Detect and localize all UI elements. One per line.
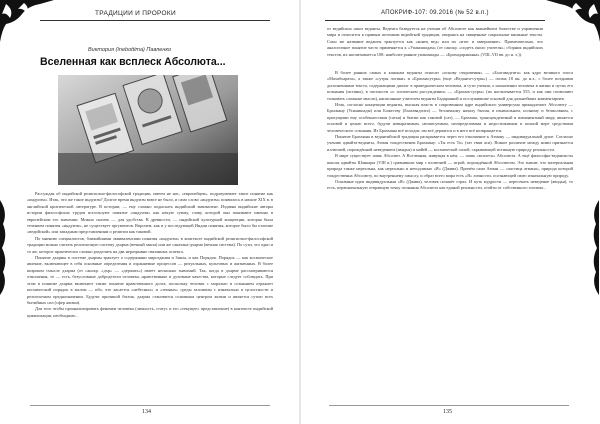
page-number: 135 xyxy=(443,409,452,415)
paragraph: Итак, согласно концепции веданты, высшая власть в сокровенном ядре индийского универсума принадлежит Абсолюту — Брахману (Упанишады) или Божеству (Бхагавадгита) — безличному началу бытия, в изначальном, полному и безмолвном, с присущими ему особенностями (сатья) и бытии как таковой (сат), — Брахман, трансцендентный и имманентный миру, является основой и целью всего, будучи невыразимым, неописуемым, неопределимым и недостижимым в полной мере средствами человеческого сознания. Из Брахмана всё исходит, им всё держится и в него всё возвращается. xyxy=(327,102,573,133)
header-rule xyxy=(40,20,270,21)
paragraph: Понятие Брахмана в ведантийской традиции раскрывается через его отношение к Атману — индивидуальной душе. Согласно учению адвайта-веданты, Атман тождественен Брахману: «Ты есть То» (тат твам аси). Всякое различие между ними признается иллюзией, порождённой неведением (авидья) и майей — космической силой, скрывающей истинную природу реальности. xyxy=(327,134,573,152)
paragraph: Для того чтобы проанализировать феномен человека (личность, статус и его «текущее» представление) в контексте индийской цивилизации, необходимо... xyxy=(27,306,273,318)
footer-rule xyxy=(329,405,569,406)
running-header: АПОКРИФ-107: 09.2016 (№ 52 в.п.) xyxy=(381,10,489,16)
article-title: Вселенная как всплеск Абсолюта... xyxy=(40,56,226,68)
article-body-left xyxy=(27,191,273,399)
paragraph: от ведийских школ веданты. Ведента базируется на учении об Абсолюте как важнейшем божестве и управлении мира и относится к прямым потомкам ведийской традиции, опираясь на священные сакральные книжные тексты. Само же название веданты трактуется как «конец вед» или их «итог и завершение». Примечательно, что аналогичное понятие часто применяется к «Упанишадам» (от санскр. «сидеть около учителя»; сборник индийских текстов, их насчитывается 108; наиболее ранние упанишады — «Брихадараньяка» (VIII–VII вв. до н. э.)). xyxy=(327,26,543,57)
paragraph: Основные идеи индивидуальная «Я» (Джива), человек познаёт страх. И путь мудрости — пересекать неведение (авидья), то есть, первоначальную отправную точку познания Абсолюта как единой реальности, отойти от собственного эгоизма... xyxy=(327,178,573,191)
left-page xyxy=(0,0,299,424)
ornament-side-icon xyxy=(0,200,8,295)
footer-rule xyxy=(30,405,270,406)
page-number: 134 xyxy=(142,409,151,415)
paragraph: В мире существует лишь Абсолют. А Вселенная, живущая в нём, — лишь «всплеск» Абсолюта. А ещё философы-ведантисты школы адвайты Шанкары (VIII в.) сравнивали мир с иллюзией — игрой, порождённой Абсолютом. Это значит, что материальная природа также нереальна, как нереально и неподлинно «Я» (Джива). Причём сама Атман — «частица атмана», природа которой тождественна Абсолюту, по внутреннему смыслу, и образ всего мира есть «Я» личности, осознающей свою изначальную природу. xyxy=(327,153,573,178)
ornament-corner-icon xyxy=(0,0,54,42)
article-photo xyxy=(58,75,238,185)
paragraph: По мнению специалистов, ближайшими эквивалентами понятия «индуизм» в контексте индийской религиозно-философской традиции можно считать религиозную систему дхарма (вечный закон) или же санатана-дхарма (вечная система). По сути, это одно и то же, которое практически сложно разделить на два неразрывно связанных аспекта. xyxy=(27,235,273,254)
paragraph: Рассуждая об индийской религиозно-философской традиции, имеем не нас, «европейцев», подразумевает такое понятие как «индуизм». Итак, что же такое индуизм? Долгое время индуизм вовсе не было, и само слово «индуизм» появилось в начале XIX в. в английской критической литературе. В истории, — ему сложно подыскать индийский эквивалент. Издавна индийские авторы истории философских трудов используют понятие «индуизм» как некую сумму, славу, которой они понимают именно в европейском его значении. Можно сказать — для удобства. В древности, — индийской культурной концепции, которая была течением понятия «индуизм», не существует аргументов. Впрочем, как и у последующей Индии понятия, которое было бы отличие «ведийской» или западным представлениям о религии как таковой. xyxy=(27,191,273,235)
right-page xyxy=(301,0,600,424)
ornament-corner-icon xyxy=(546,0,600,42)
paragraph: В более ранних самых к канонам веданты относят «основу откровения» — «Бхагавадгита» как ядро великого эпоса «Махабхарата», а также «сутры логики» и «Брахмасутры» (еще «Веданта-сутры») — поэма 18 кн. до н.э., с более поздними дополнениями текста, содержащими диалог в праведническом человека, и сути учения, о назначении человека в жизни и путях его познания (истины), в частности «о логическом рассуждении» — «Брахма-сутры» (их насчитывается 555, и как они позволяют толковать сложные мысли), написанные учителем веданты Бадараяной и послужившие основой для дальнейших комментариев. xyxy=(327,70,573,101)
article-body-right xyxy=(327,70,573,400)
article-author: Виктория (Inebottima) Павленко xyxy=(88,47,171,53)
running-header: ТРАДИЦИИ И ПРОРОКИ xyxy=(95,10,176,17)
paragraph: Понятие дхармы в системе дхармы трактует о содержании мироздания и Закон, и как Порядок. Порядок — как космическое явление, включающее в себя основные определения и охраняемые процессов — ритуальных, культовых и жизненных. В более широком смысле дхарма (от санскр. «дхр» — «держать») имеет несколько значений. Так, когда в дхарме рассматриваются отношения, то — есть, безусловные добродетели человека, нравственные и духовные качества, которые следует соблюдать. При этом в понятие дхарма включают также понятие нравственного долга, поскольку человек с моралью и сознанием отражает космический порядок в малом — ибо, что касается «небесных» и «земных» среды заложены с изначально в целостности и религиозном предназначении. Будучи причиной бытия, дхарма становится основным центром жизни и является сутью всех бытийных сил (сфер жизни). xyxy=(27,255,273,305)
header-rule xyxy=(325,20,545,21)
ornament-side-icon xyxy=(591,200,599,295)
article-body-right-top xyxy=(327,26,543,70)
